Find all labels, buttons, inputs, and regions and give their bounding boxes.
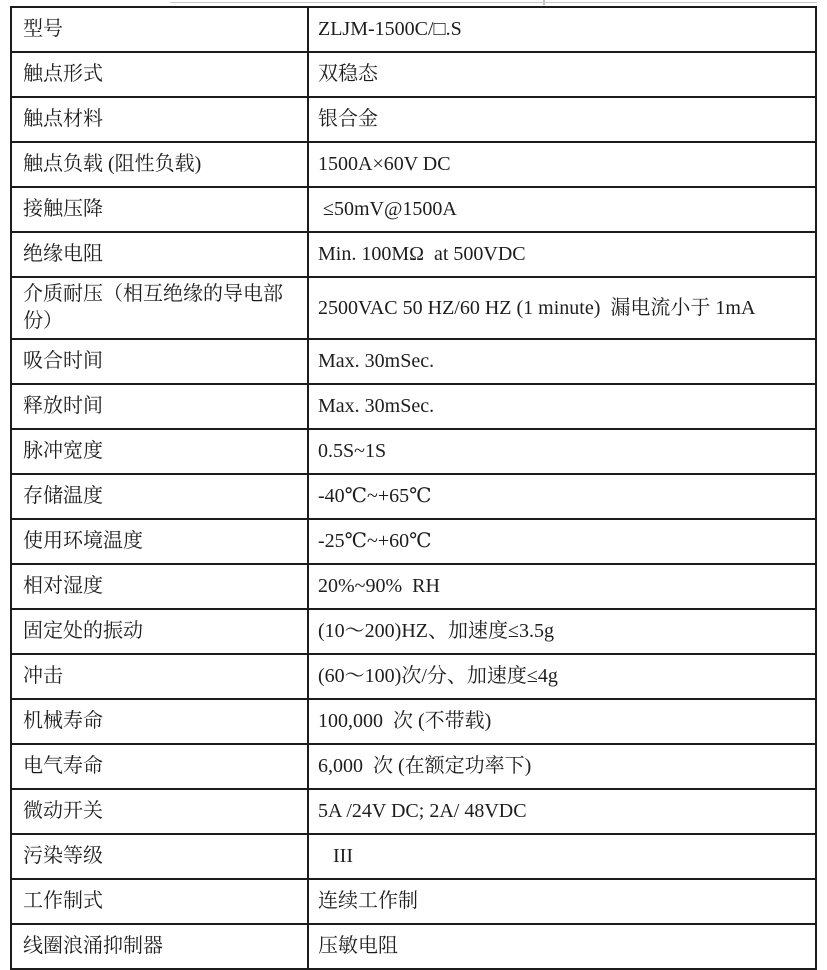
table-row bbox=[11, 519, 816, 564]
spec-parameter-cell: 接触压降 bbox=[11, 187, 308, 232]
spec-value-cell: -25℃~+60℃ bbox=[308, 519, 816, 564]
table-row bbox=[11, 187, 816, 232]
spec-value-cell: 100,000 次 (不带载) bbox=[308, 699, 816, 744]
spec-value-cell: Min. 100MΩ at 500VDC bbox=[308, 232, 816, 277]
spec-value-cell: Max. 30mSec. bbox=[308, 384, 816, 429]
spec-parameter-cell: 吸合时间 bbox=[11, 339, 308, 384]
spec-value-cell: 双稳态 bbox=[308, 52, 816, 97]
spec-parameter-cell: 释放时间 bbox=[11, 384, 308, 429]
spec-value-cell: (10～200)HZ、加速度≤3.5g bbox=[308, 609, 816, 654]
table-row bbox=[11, 789, 816, 834]
spec-value-cell: 0.5S~1S bbox=[308, 429, 816, 474]
spec-parameter-cell: 存储温度 bbox=[11, 474, 308, 519]
table-row bbox=[11, 834, 816, 879]
spec-value-cell: (60～100)次/分、加速度≤4g bbox=[308, 654, 816, 699]
spec-value-cell: 6,000 次 (在额定功率下) bbox=[308, 744, 816, 789]
table-row bbox=[11, 232, 816, 277]
table-row bbox=[11, 384, 816, 429]
table-row bbox=[11, 654, 816, 699]
scan-artifact-top-line bbox=[170, 2, 817, 3]
table-row bbox=[11, 474, 816, 519]
table-row bbox=[11, 924, 816, 969]
spec-value-cell: III bbox=[308, 834, 816, 879]
spec-value-cell: 压敏电阻 bbox=[308, 924, 816, 969]
table-row bbox=[11, 339, 816, 384]
spec-value-cell: 5A /24V DC; 2A/ 48VDC bbox=[308, 789, 816, 834]
spec-value-cell: 连续工作制 bbox=[308, 879, 816, 924]
spec-value-cell: Max. 30mSec. bbox=[308, 339, 816, 384]
spec-parameter-cell: 电气寿命 bbox=[11, 744, 308, 789]
spec-parameter-cell: 触点形式 bbox=[11, 52, 308, 97]
spec-value-cell: -40℃~+65℃ bbox=[308, 474, 816, 519]
table-row bbox=[11, 564, 816, 609]
table-row bbox=[11, 879, 816, 924]
specification-table bbox=[10, 6, 817, 970]
spec-parameter-cell: 脉冲宽度 bbox=[11, 429, 308, 474]
table-row bbox=[11, 744, 816, 789]
spec-parameter-cell: 工作制式 bbox=[11, 879, 308, 924]
spec-parameter-cell: 使用环境温度 bbox=[11, 519, 308, 564]
spec-value-cell: 1500A×60V DC bbox=[308, 142, 816, 187]
table-row bbox=[11, 97, 816, 142]
spec-parameter-cell: 型号 bbox=[11, 7, 308, 52]
table-row bbox=[11, 609, 816, 654]
table-row bbox=[11, 699, 816, 744]
table-row bbox=[11, 277, 816, 339]
spec-parameter-cell: 固定处的振动 bbox=[11, 609, 308, 654]
spec-parameter-cell: 触点材料 bbox=[11, 97, 308, 142]
spec-parameter-cell: 线圈浪涌抑制器 bbox=[11, 924, 308, 969]
spec-parameter-cell: 污染等级 bbox=[11, 834, 308, 879]
spec-parameter-cell: 微动开关 bbox=[11, 789, 308, 834]
table-row bbox=[11, 7, 816, 52]
table-row bbox=[11, 429, 816, 474]
spec-parameter-cell: 冲击 bbox=[11, 654, 308, 699]
spec-parameter-cell: 相对湿度 bbox=[11, 564, 308, 609]
spec-parameter-cell: 机械寿命 bbox=[11, 699, 308, 744]
specification-table-body bbox=[11, 7, 816, 969]
scan-artifact-top-stub bbox=[543, 0, 545, 5]
spec-value-cell: 银合金 bbox=[308, 97, 816, 142]
table-row bbox=[11, 142, 816, 187]
spec-value-cell: 20%~90% RH bbox=[308, 564, 816, 609]
spec-value-cell: 2500VAC 50 HZ/60 HZ (1 minute) 漏电流小于 1mA bbox=[308, 277, 816, 339]
table-row bbox=[11, 52, 816, 97]
spec-parameter-cell: 绝缘电阻 bbox=[11, 232, 308, 277]
spec-value-cell: ≤50mV@1500A bbox=[308, 187, 816, 232]
spec-parameter-cell: 介质耐压（相互绝缘的导电部份） bbox=[11, 277, 308, 339]
spec-value-cell: ZLJM-1500C/□.S bbox=[308, 7, 816, 52]
spec-parameter-cell: 触点负载 (阻性负载) bbox=[11, 142, 308, 187]
